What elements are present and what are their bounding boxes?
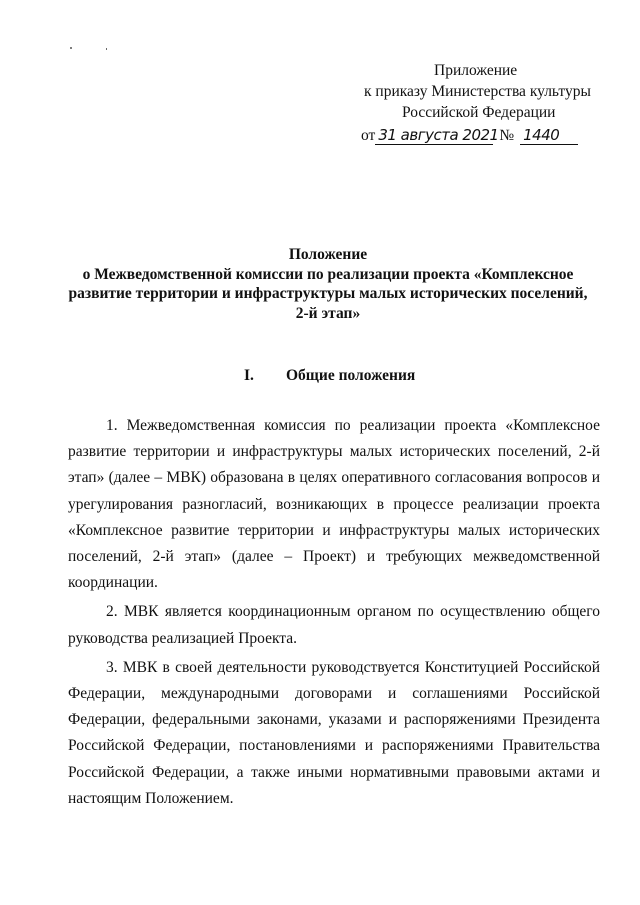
number-sign: № bbox=[499, 127, 515, 144]
appendix-country: Российской Федерации bbox=[402, 104, 556, 121]
document-title bbox=[60, 245, 596, 323]
scan-speck bbox=[106, 48, 107, 50]
paragraph-2: 2. МВК является координационным органом по осуществлению общего руководства реализацией Проекта. bbox=[68, 603, 600, 647]
title-line-2: о Межведомственной комиссии по реализации проекта «Комплексное bbox=[82, 265, 574, 283]
document-body bbox=[68, 413, 600, 815]
section-number: I. bbox=[244, 367, 254, 384]
section-title: Общие положения bbox=[286, 367, 416, 384]
title-line-1: Положение bbox=[288, 246, 368, 263]
appendix-label: Приложение bbox=[434, 62, 518, 79]
appendix-date-number-line bbox=[330, 125, 620, 146]
paragraph-1: 1. Межведомственная комиссия по реализации проекта «Комплексное развитие территории и инфраструктуры малых исторических поселений, 2-й этап» (далее – МВК) образована в целях оперативного согласования вопросов и урегулирования разногласий, возникающих в процессе реализации проекта «Комплексное развитие территории и инфраструктуры малых исторических поселений, 2-й этап» (далее – Проект) и требующих межведомственной координации. bbox=[68, 417, 600, 592]
title-line-3: развитие территории и инфраструктуры малых исторических поселений, bbox=[68, 285, 588, 302]
date-prefix: от bbox=[361, 127, 376, 144]
handwritten-date: 31 августа 2021 bbox=[375, 126, 493, 145]
paragraph-3: 3. МВК в своей деятельности руководствуется Конституцией Российской Федерации, международными договорами и соглашениями Российской Федерации, федеральными законами, указами и распоряжениями Президента Российской Федерации, постановлениями и распоряжениями Правительства Российской Федерации, а также иными нормативными правовыми актами и настоящим Положением. bbox=[68, 658, 600, 807]
handwritten-number: 1440 bbox=[520, 126, 578, 145]
title-line-4: 2-й этап» bbox=[295, 304, 361, 322]
scan-speck bbox=[70, 47, 72, 49]
appendix-block bbox=[330, 60, 620, 146]
appendix-order-ref: к приказу Министерства культуры bbox=[364, 83, 591, 100]
